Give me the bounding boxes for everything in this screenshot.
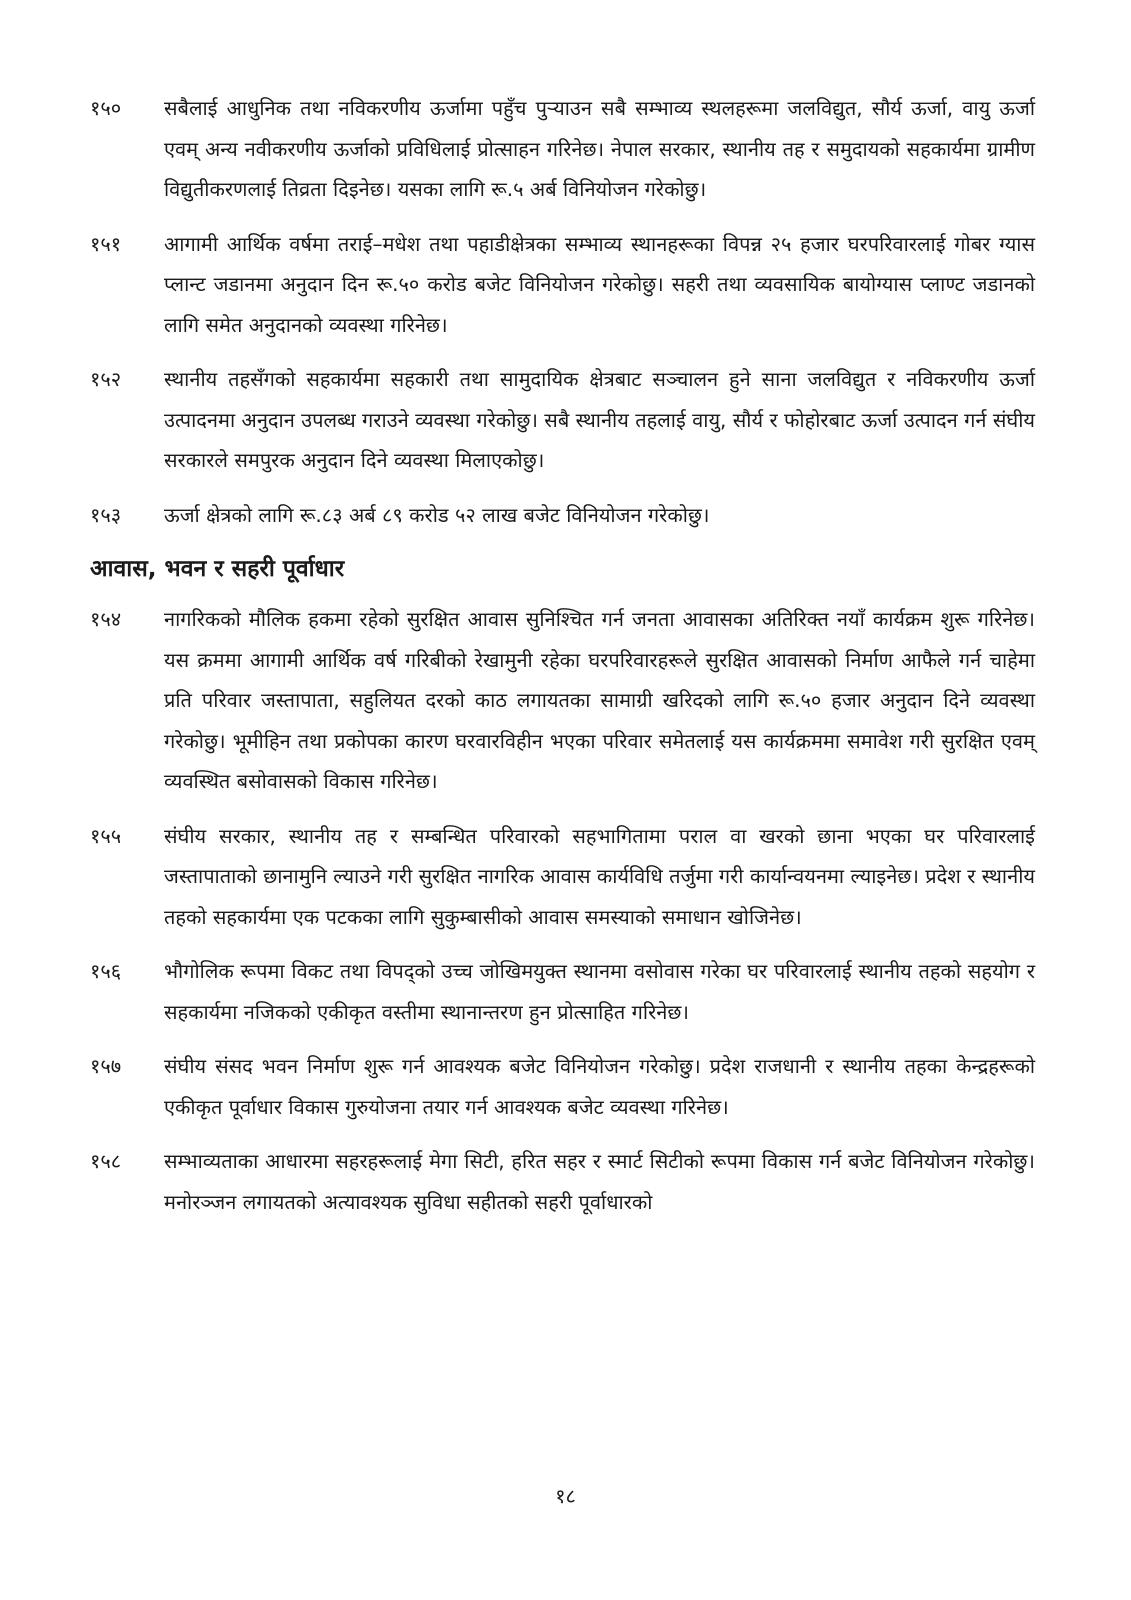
- paragraph-155: [90, 816, 1035, 938]
- paragraph-number: १५२: [90, 367, 122, 391]
- paragraph-text: सबैलाई आधुनिक तथा नविकरणीय ऊर्जामा पहुँच पुऱ्याउन सबै सम्भाव्य स्थलहरूमा जलविद्युत, सौर्य ऊर्जा, वायु ऊर्जा एवम् अन्य नवीकरणीय ऊर्जाको प्रविधिलाई प्रोत्साहन गरिनेछ। नेपाल सरकार, स्थानीय तह र समुदायको सहकार्यमा ग्रामीण विद्युतीकरणलाई तिव्रता दिइनेछ। यसका लागि रू.५ अर्ब विनियोजन गरेकोछु।: [164, 96, 1035, 201]
- paragraph-number: १५३: [90, 502, 122, 527]
- paragraph-150: [90, 88, 1035, 210]
- paragraph-text: ऊर्जा क्षेत्रको लागि रू.८३ अर्ब ८९ करोड ५२ लाख बजेट विनियोजन गरेकोछु।: [164, 502, 710, 527]
- paragraph-text: स्थानीय तहसँगको सहकार्यमा सहकारी तथा सामुदायिक क्षेत्रबाट सञ्चालन हुने साना जलविद्युत र नविकरणीय ऊर्जा उत्पादनमा अनुदान उपलब्ध गराउने व्यवस्था गरेकोछु। सबै स्थानीय तहलाई वायु, सौर्य र फोहोरबाट ऊर्जा उत्पादन गर्न संघीय सरकारले समपुरक अनुदान दिने व्यवस्था मिलाएकोछु।: [164, 367, 1035, 472]
- paragraph-152: [90, 359, 1035, 481]
- paragraph-number: १५७: [90, 1054, 122, 1078]
- paragraph-number: १५४: [90, 607, 122, 631]
- section-heading: आवास, भवन र सहरी पूर्वाधार: [90, 556, 345, 582]
- paragraph-text: नागरिकको मौलिक हकमा रहेको सुरक्षित आवास सुनिश्चित गर्न जनता आवासका अतिरिक्त नयाँ कार्यक्रम शुरू गरिनेछ। यस क्रममा आगामी आर्थिक वर्ष गरिबीको रेखामुनी रहेका घरपरिवारहरूले सुरक्षित आवासको निर्माण आफैले गर्न चाहेमा प्रति परिवार जस्तापाता, सहुलियत दरको काठ लगायतका सामाग्री खरिदको लागि रू.५० हजार अनुदान दिने व्यवस्था गरेकोछु। भूमीहिन तथा प्रकोपका कारण घरवारविहीन भएका परिवार समेतलाई यस कार्यक्रममा समावेश गरी सुरक्षित एवम् व्यवस्थित बसोवासको विकास गरिनेछ।: [164, 607, 1035, 793]
- paragraph-157: [90, 1046, 1035, 1127]
- paragraph-154: [90, 599, 1035, 802]
- paragraph-text: संघीय सरकार, स्थानीय तह र सम्बन्धित परिवारको सहभागितामा पराल वा खरको छाना भएका घर परिवारलाई जस्तापाताको छानामुनि ल्याउने गरी सुरक्षित नागरिक आवास कार्यविधि तर्जुमा गरी कार्यान्वयनमा ल्याइनेछ। प्रदेश र स्थानीय तहको सहकार्यमा एक पटकका लागि सुकुम्बासीको आवास समस्याको समाधान खोजिनेछ।: [164, 823, 1035, 929]
- paragraph-text: भौगोलिक रूपमा विकट तथा विपद्को उच्च जोखिमयुक्त स्थानमा वसोवास गरेका घर परिवारलाई स्थानीय तहको सहयोग र सहकार्यमा नजिकको एकीकृत वस्तीमा स्थानान्तरण हुन प्रोत्साहित गरिनेछ।: [164, 959, 1035, 1024]
- paragraph-153: [90, 495, 1035, 536]
- paragraph-text: सम्भाव्यताका आधारमा सहरहरूलाई मेगा सिटी, हरित सहर र स्मार्ट सिटीको रूपमा विकास गर्न बजेट विनियोजन गरेकोछु। मनोरञ्जन लगायतको अत्यावश्यक सुविधा सहीतको सहरी पूर्वाधारको: [164, 1149, 1035, 1214]
- paragraph-158: [90, 1141, 1035, 1222]
- paragraph-text: आगामी आर्थिक वर्षमा तराई–मधेश तथा पहाडीक्षेत्रका सम्भाव्य स्थानहरूका विपन्न २५ हजार घरपरिवारलाई गोबर ग्यास प्लान्ट जडानमा अनुदान दिन रू.५० करोड बजेट विनियोजन गरेकोछु। सहरी तथा व्यवसायिक बायोग्यास प्लाण्ट जडानको लागि समेत अनुदानको व्यवस्था गरिनेछ।: [164, 231, 1035, 337]
- paragraph-151: [90, 224, 1035, 346]
- paragraph-number: १५८: [90, 1149, 122, 1173]
- paragraph-number: १५६: [90, 959, 122, 983]
- paragraph-number: १५०: [90, 96, 122, 120]
- paragraph-text: संघीय संसद भवन निर्माण शुरू गर्न आवश्यक बजेट विनियोजन गरेकोछु। प्रदेश राजधानी र स्थानीय तहका केन्द्रहरूको एकीकृत पूर्वाधार विकास गुरुयोजना तयार गर्न आवश्यक बजेट व्यवस्था गरिनेछ।: [164, 1054, 1035, 1119]
- paragraph-156: [90, 951, 1035, 1032]
- paragraph-number: १५१: [90, 231, 122, 256]
- paragraph-number: १५५: [90, 823, 122, 848]
- page-number: १८: [555, 1484, 576, 1508]
